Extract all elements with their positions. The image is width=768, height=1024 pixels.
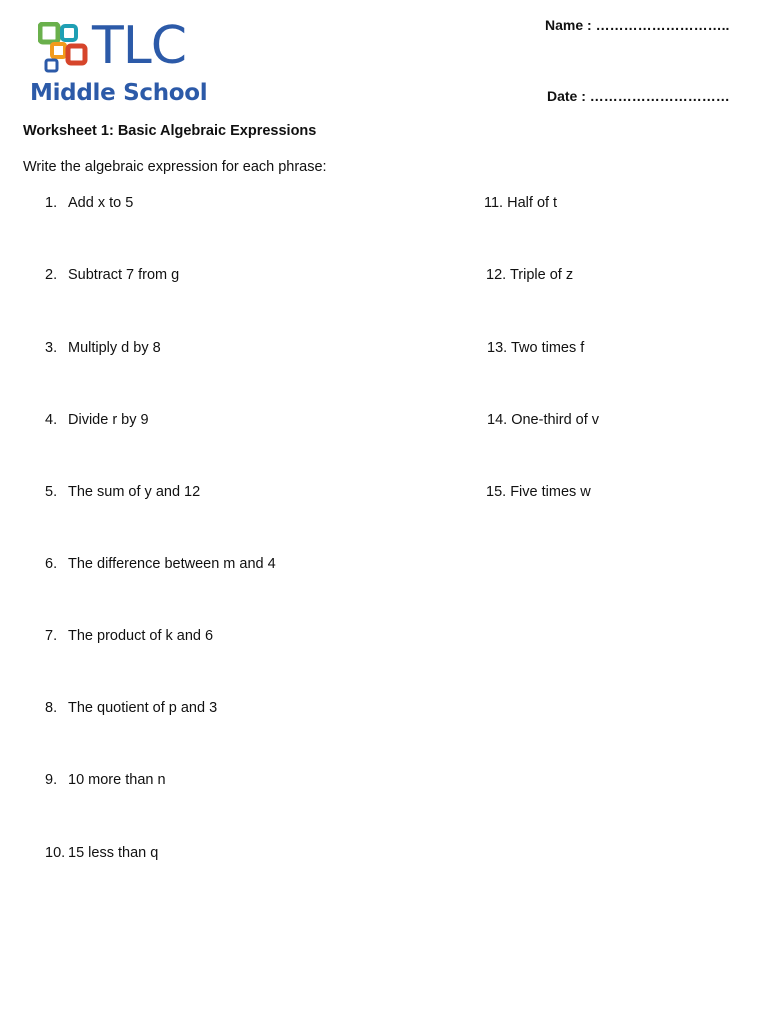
date-field: Date : ………………………… [547, 88, 730, 104]
question-5 [45, 484, 200, 500]
question-number: 9. [45, 772, 58, 788]
question-4 [45, 412, 149, 428]
question-15 [486, 484, 591, 500]
question-13 [487, 340, 584, 356]
question-number: 8. [45, 700, 58, 716]
logo-squares-icon [38, 22, 90, 74]
question-number: 14. [487, 412, 508, 428]
question-text: 15 less than q [68, 845, 159, 861]
question-11 [484, 195, 557, 211]
question-text: Subtract 7 from g [68, 267, 180, 283]
logo-subtitle: Middle School [30, 80, 208, 106]
question-text: Add x to 5 [68, 195, 134, 211]
question-8 [45, 700, 217, 716]
question-number: 6. [45, 556, 58, 572]
question-text: One-third of v [511, 412, 600, 428]
question-text: Five times w [510, 484, 591, 500]
question-text: The difference between m and 4 [68, 556, 276, 572]
school-logo [30, 18, 230, 110]
question-number: 15. [486, 484, 507, 500]
worksheet-instructions: Write the algebraic expression for each phrase: [23, 159, 327, 175]
question-12 [486, 267, 573, 283]
logo-word: TLC [92, 16, 187, 76]
question-number: 12. [486, 267, 507, 283]
question-number: 5. [45, 484, 58, 500]
question-2 [45, 267, 179, 283]
question-text: Two times f [510, 340, 585, 356]
question-number: 11. [484, 195, 504, 211]
question-9 [45, 772, 166, 788]
question-text: Multiply d by 8 [68, 340, 161, 356]
question-number: 13. [487, 340, 508, 356]
question-number: 3. [45, 340, 58, 356]
question-text: The quotient of p and 3 [68, 700, 218, 716]
name-field: Name : ……………………….. [545, 17, 730, 33]
question-number: 2. [45, 267, 58, 283]
question-text: Triple of z [509, 267, 574, 283]
question-number: 4. [45, 412, 58, 428]
worksheet-title: Worksheet 1: Basic Algebraic Expressions [23, 123, 317, 139]
question-14 [487, 412, 599, 428]
question-7 [45, 628, 213, 644]
question-text: Divide r by 9 [68, 412, 149, 428]
question-6 [45, 556, 276, 572]
question-text: The product of k and 6 [68, 628, 214, 644]
question-3 [45, 340, 161, 356]
question-number: 10. [45, 845, 66, 861]
question-text: The sum of y and 12 [68, 484, 201, 500]
question-number: 1. [45, 195, 58, 211]
question-text: 10 more than n [68, 772, 166, 788]
question-text: Half of t [507, 195, 558, 211]
question-10 [45, 845, 158, 861]
question-1 [45, 195, 133, 211]
question-number: 7. [45, 628, 58, 644]
